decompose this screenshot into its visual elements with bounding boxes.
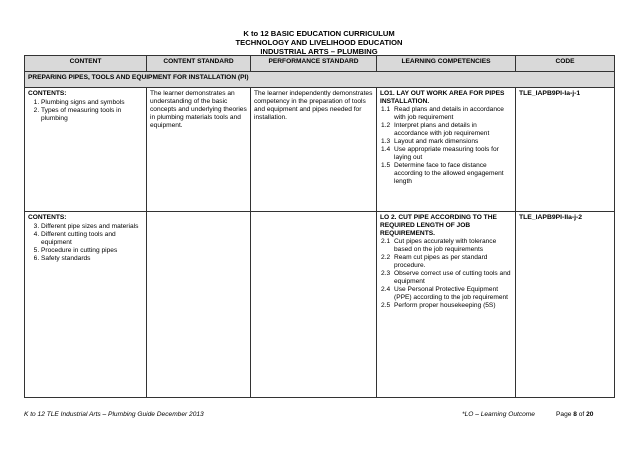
- content-list: [28, 99, 143, 123]
- column-header-learning-competencies: LEARNING COMPETENCIES: [377, 56, 516, 72]
- competency-item: [380, 146, 512, 162]
- competency-text: Perform proper housekeeping (5S): [394, 302, 496, 309]
- list-item: 6. Safety standards: [41, 255, 143, 263]
- list-item: 5. Procedure in cutting pipes: [41, 247, 143, 255]
- competency-text: Read plans and details in accordance with job requirement: [394, 106, 504, 121]
- section-row: [25, 72, 615, 88]
- competency-code: TLE_IAPB9PI-Ia-j-1: [519, 90, 581, 97]
- subject-title: TECHNOLOGY AND LIVELIHOOD EDUCATION: [235, 38, 403, 47]
- competency-number: 2.4: [381, 286, 391, 293]
- page-current: 8: [573, 411, 577, 418]
- competency-number: 1.4: [381, 146, 391, 153]
- competency-text: Cut pipes accurately with tolerance based on the job requirements: [394, 238, 497, 253]
- code-cell: [516, 212, 615, 398]
- competency-item: [380, 286, 512, 302]
- column-header-content-standard: CONTENT STANDARD: [147, 56, 251, 72]
- column-header-content: CONTENT: [25, 56, 147, 72]
- competency-text: Observe correct use of cutting tools and equipment: [394, 270, 511, 285]
- page-total: 20: [586, 411, 594, 418]
- competency-number: 2.5: [381, 302, 391, 309]
- table-row: [25, 88, 615, 212]
- competency-item: [380, 162, 512, 186]
- specialization-title: INDUSTRIAL ARTS – PLUMBING: [260, 47, 378, 56]
- competency-item: [380, 238, 512, 254]
- list-item: 1. Plumbing signs and symbols: [41, 99, 143, 107]
- performance-standard-cell: [251, 212, 377, 398]
- learning-outcome-title: LO1. LAY OUT WORK AREA FOR PIPES INSTALLATION.: [380, 90, 505, 105]
- content-label: CONTENTS:: [28, 214, 67, 221]
- performance-standard-text: The learner independently demonstrates competency in the preparation of tools and equipment and pipes needed for installation.: [254, 90, 373, 121]
- list-item: 2. Types of measuring tools in plumbing: [41, 107, 143, 123]
- competency-item: [380, 106, 512, 122]
- column-header-performance-standard: PERFORMANCE STANDARD: [251, 56, 377, 72]
- content-label: CONTENTS:: [28, 90, 67, 97]
- content-standard-cell: [147, 88, 251, 212]
- competency-text: Use appropriate measuring tools for laying out: [394, 146, 499, 161]
- learning-outcome-title: LO 2. CUT PIPE ACCORDING TO THE REQUIRED LENGTH OF JOB REQUIREMENTS.: [380, 214, 497, 237]
- list-item: 4. Different cutting tools and equipment: [41, 231, 143, 247]
- competency-item: [380, 254, 512, 270]
- curriculum-title: K to 12 BASIC EDUCATION CURRICULUM: [243, 29, 395, 38]
- table-row: [25, 212, 615, 398]
- content-list: [28, 223, 143, 263]
- competency-number: 1.5: [381, 162, 391, 169]
- page-number: [556, 411, 593, 418]
- learning-competencies-cell: [377, 88, 516, 212]
- competency-number: 2.3: [381, 270, 391, 277]
- content-standard-cell: [147, 212, 251, 398]
- competency-number: 2.1: [381, 238, 391, 245]
- competency-number: 2.2: [381, 254, 391, 261]
- competency-text: Determine face to face distance according to the allowed engagement length: [394, 162, 504, 185]
- competency-number: 1.2: [381, 122, 391, 129]
- competency-item: [380, 302, 512, 310]
- competency-item: [380, 122, 512, 138]
- table-header-row: [25, 56, 615, 72]
- competency-text: Interpret plans and details in accordance with job requirement: [394, 122, 490, 137]
- content-cell: [25, 212, 147, 398]
- learning-competencies-cell: [377, 212, 516, 398]
- competency-text: Use Personal Protective Equipment (PPE) according to the job requirement: [394, 286, 508, 301]
- competency-text: Ream cut pipes as per standard procedure.: [394, 254, 488, 269]
- page-prefix: Page: [556, 411, 572, 418]
- list-item: 3. Different pipe sizes and materials: [41, 223, 143, 231]
- competency-code: TLE_IAPB9PI-IIa-j-2: [519, 214, 583, 221]
- curriculum-table: [24, 55, 615, 398]
- competency-number: 1.3: [381, 138, 391, 145]
- page-of: of: [578, 411, 585, 418]
- footer-note: *LO – Learning Outcome: [462, 411, 535, 418]
- footer-document-title: K to 12 TLE Industrial Arts – Plumbing Guide December 2013: [24, 411, 204, 418]
- competency-number: 1.1: [381, 106, 391, 113]
- competency-item: [380, 138, 512, 146]
- column-header-code: CODE: [516, 56, 615, 72]
- content-standard-text: The learner demonstrates an understanding of the basic concepts and underlying theories in plumbing materials tools and equipment.: [150, 90, 247, 129]
- competency-text: Layout and mark dimensions: [394, 138, 479, 145]
- competency-item: [380, 270, 512, 286]
- section-title: PREPARING PIPES, TOOLS AND EQUIPMENT FOR INSTALLATION (PI): [25, 72, 615, 88]
- performance-standard-cell: [251, 88, 377, 212]
- code-cell: [516, 88, 615, 212]
- content-cell: [25, 88, 147, 212]
